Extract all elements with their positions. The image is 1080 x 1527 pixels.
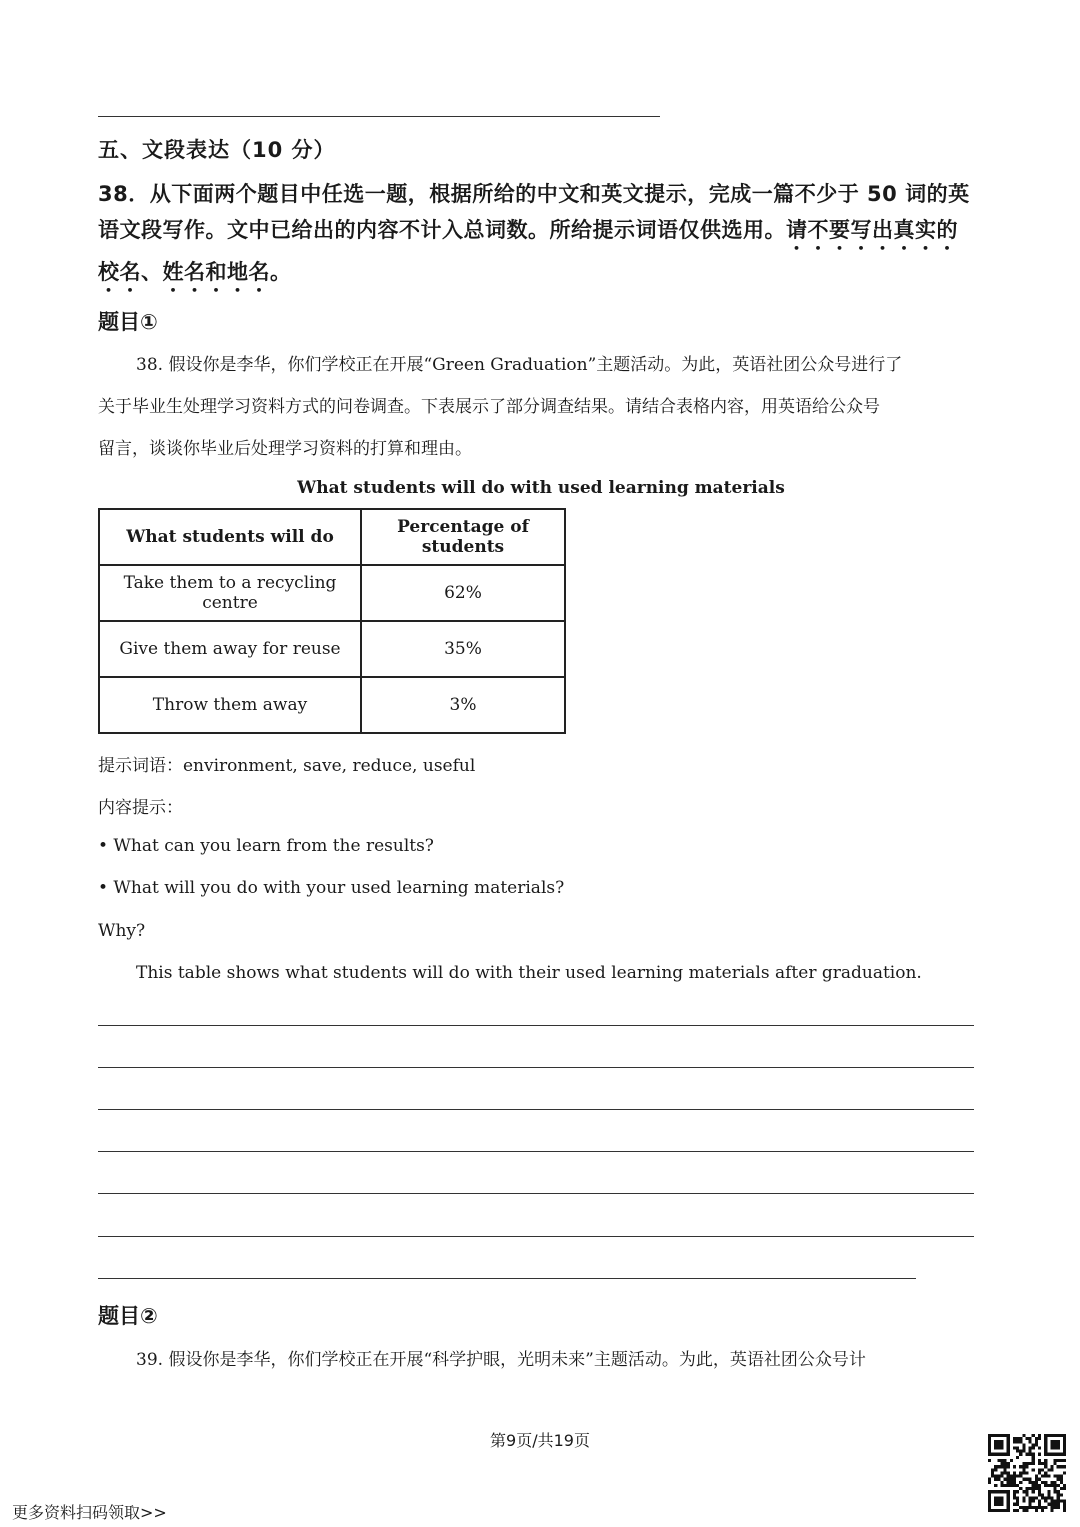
section-title: 五、文段表达（10 分） bbox=[98, 138, 336, 162]
table-caption: What students will do with used learning materials bbox=[297, 478, 785, 498]
table-cell: 3% bbox=[361, 677, 565, 733]
instruction-line-2-emphasis: 请不要写出真实的 bbox=[786, 218, 958, 242]
instruction-line-2 bbox=[98, 214, 978, 255]
instruction-line-3-emphasis: 校名、姓名和地名 bbox=[98, 260, 270, 284]
instruction-line-2-plain: 语文段写作。文中已给出的内容不计入总词数。所给提示词语仅供选用。 bbox=[98, 218, 786, 242]
topic-1-heading: 题目① bbox=[98, 310, 158, 334]
survey-table bbox=[98, 508, 566, 734]
instruction-line-1: 38．从下面两个题目中任选一题，根据所给的中文和英文提示，完成一篇不少于 50 词的英 bbox=[98, 182, 970, 206]
starter-sentence: This table shows what students will do with their used learning materials after graduation. bbox=[136, 963, 922, 983]
more-materials-link[interactable]: 更多资料扫码领取>> bbox=[12, 1503, 167, 1522]
writing-line bbox=[98, 1193, 974, 1194]
hint-words: 提示词语：environment, save, reduce, useful bbox=[98, 756, 476, 776]
writing-line bbox=[98, 1067, 974, 1068]
topic-2-prompt-line: 39. 假设你是李华，你们学校正在开展“科学护眼，光明未来”主题活动。为此，英语社团公众号计 bbox=[136, 1350, 866, 1370]
topic-1-prompt-line-2: 关于毕业生处理学习资料方式的问卷调查。下表展示了部分调查结果。请结合表格内容，用英语给公众号 bbox=[98, 397, 880, 417]
instruction-line-3-end: 。 bbox=[270, 260, 292, 284]
table-header-cell: What students will do bbox=[99, 509, 361, 565]
writing-line bbox=[98, 1109, 974, 1110]
table-cell: 62% bbox=[361, 565, 565, 621]
table-row bbox=[99, 565, 565, 621]
topic-1-prompt-line-1: 38. 假设你是李华，你们学校正在开展“Green Graduation”主题活动。为此，英语社团公众号进行了 bbox=[136, 355, 903, 375]
table-cell: Give them away for reuse bbox=[99, 621, 361, 677]
content-hint-why: Why? bbox=[98, 921, 146, 941]
table-cell: Take them to a recycling centre bbox=[99, 565, 361, 621]
content-hint-bullet-2: • What will you do with your used learning materials? bbox=[98, 878, 565, 898]
instruction-line-3 bbox=[98, 256, 978, 297]
table-row bbox=[99, 621, 565, 677]
writing-line bbox=[98, 1025, 974, 1026]
table-cell: 35% bbox=[361, 621, 565, 677]
table-header-row bbox=[99, 509, 565, 565]
top-divider bbox=[98, 116, 660, 117]
page-number: 第9页/共19页 bbox=[490, 1431, 590, 1450]
writing-line bbox=[98, 1278, 916, 1279]
writing-line bbox=[98, 1236, 974, 1237]
content-hint-label: 内容提示： bbox=[98, 798, 183, 818]
table-row bbox=[99, 677, 565, 733]
table-header-cell: Percentage of students bbox=[361, 509, 565, 565]
content-hint-bullet-1: • What can you learn from the results? bbox=[98, 836, 434, 856]
writing-line bbox=[98, 1151, 974, 1152]
table-cell: Throw them away bbox=[99, 677, 361, 733]
topic-1-prompt-line-3: 留言，谈谈你毕业后处理学习资料的打算和理由。 bbox=[98, 439, 472, 459]
qr-code-icon[interactable] bbox=[988, 1434, 1066, 1512]
topic-2-heading: 题目② bbox=[98, 1304, 158, 1328]
